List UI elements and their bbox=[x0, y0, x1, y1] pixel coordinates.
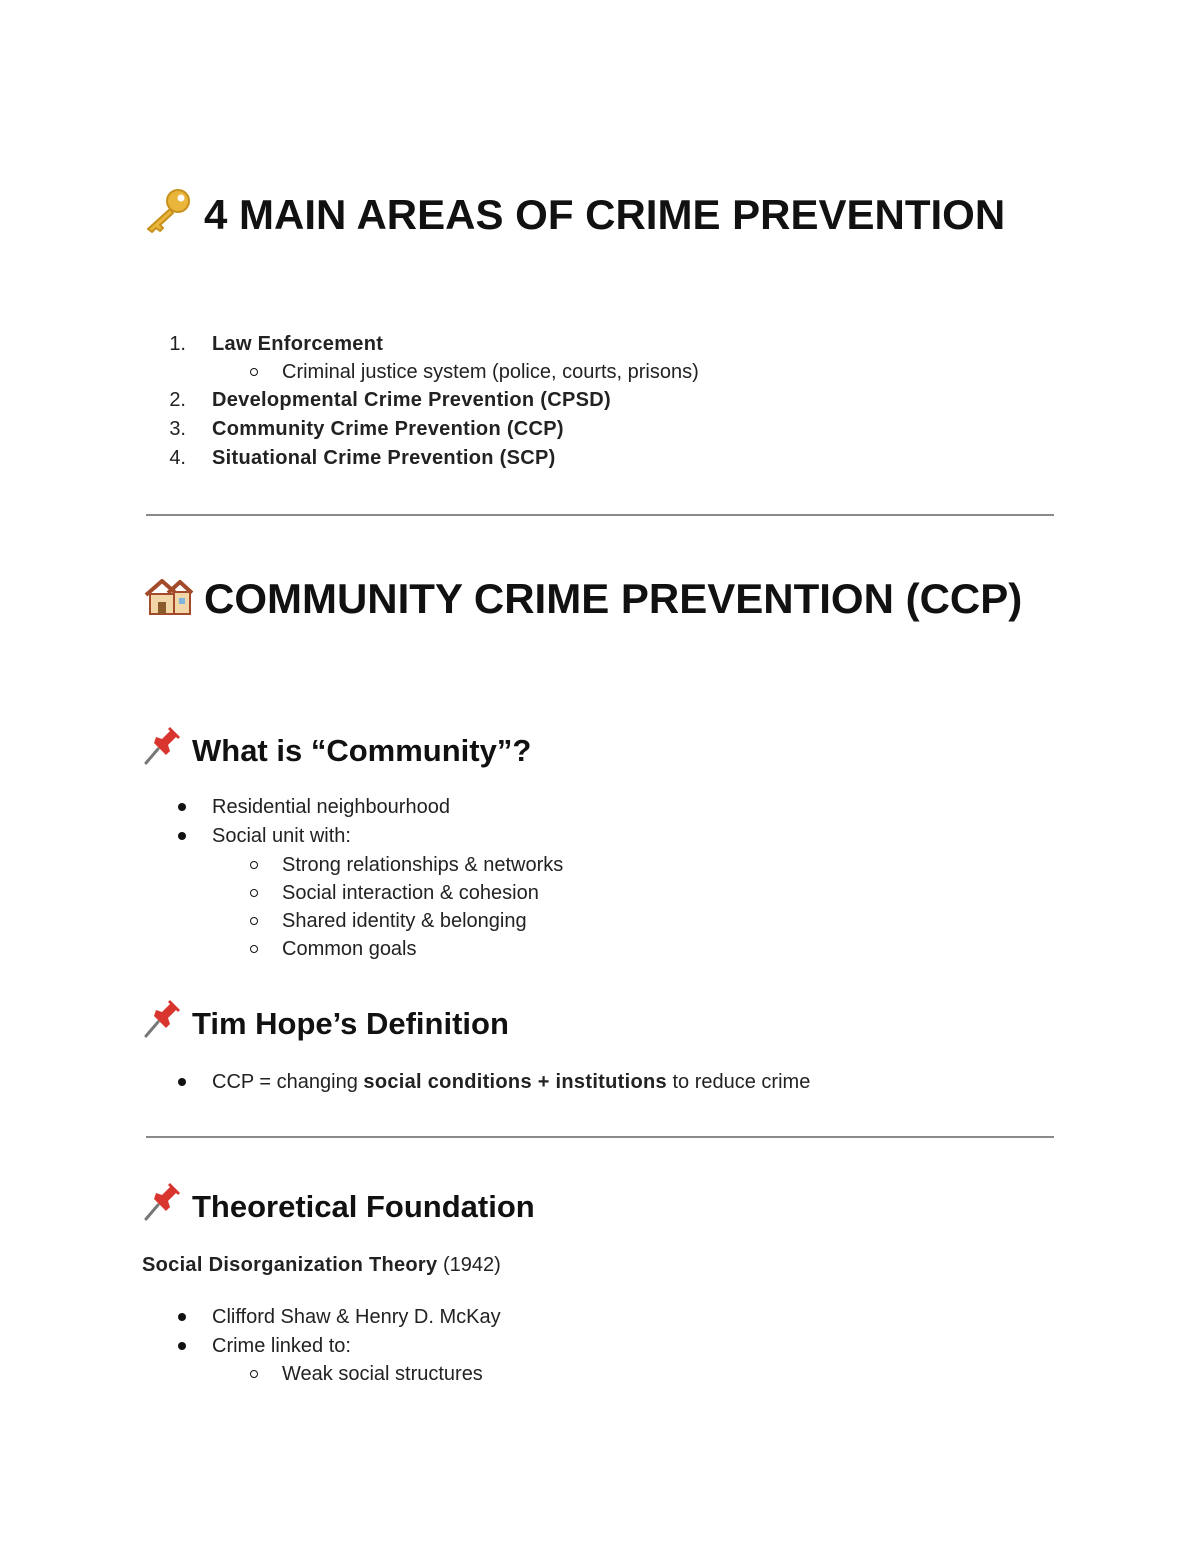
circle-bullet-icon bbox=[250, 889, 258, 897]
page-title bbox=[142, 186, 1102, 248]
pushpin-icon bbox=[142, 1183, 182, 1231]
pushpin-icon bbox=[142, 727, 182, 775]
bullet-icon bbox=[178, 1342, 186, 1350]
divider bbox=[146, 514, 1054, 516]
bullet-icon bbox=[178, 1078, 186, 1086]
circle-bullet-icon bbox=[250, 368, 258, 376]
bullet-icon bbox=[178, 832, 186, 840]
circle-bullet-icon bbox=[250, 861, 258, 869]
divider bbox=[146, 1136, 1054, 1138]
bullet-icon bbox=[178, 1313, 186, 1321]
definition-heading: Tim Hope’s Definition bbox=[142, 1000, 509, 1048]
section2-heading bbox=[142, 570, 1102, 632]
circle-bullet-icon bbox=[250, 1370, 258, 1378]
circle-bullet-icon bbox=[250, 917, 258, 925]
community-heading: What is “Community”? bbox=[142, 727, 531, 775]
house-icon bbox=[142, 573, 194, 632]
section1-title: 4 MAIN AREAS OF CRIME PREVENTION bbox=[204, 191, 1006, 238]
circle-bullet-icon bbox=[250, 945, 258, 953]
bullet-icon bbox=[178, 803, 186, 811]
key-icon bbox=[142, 187, 194, 248]
pushpin-icon bbox=[142, 1000, 182, 1048]
theory-heading: Theoretical Foundation bbox=[142, 1183, 535, 1231]
theory-name: Social Disorganization Theory (1942) bbox=[142, 1254, 501, 1276]
section2-title: COMMUNITY CRIME PREVENTION (CCP) bbox=[204, 575, 1023, 622]
